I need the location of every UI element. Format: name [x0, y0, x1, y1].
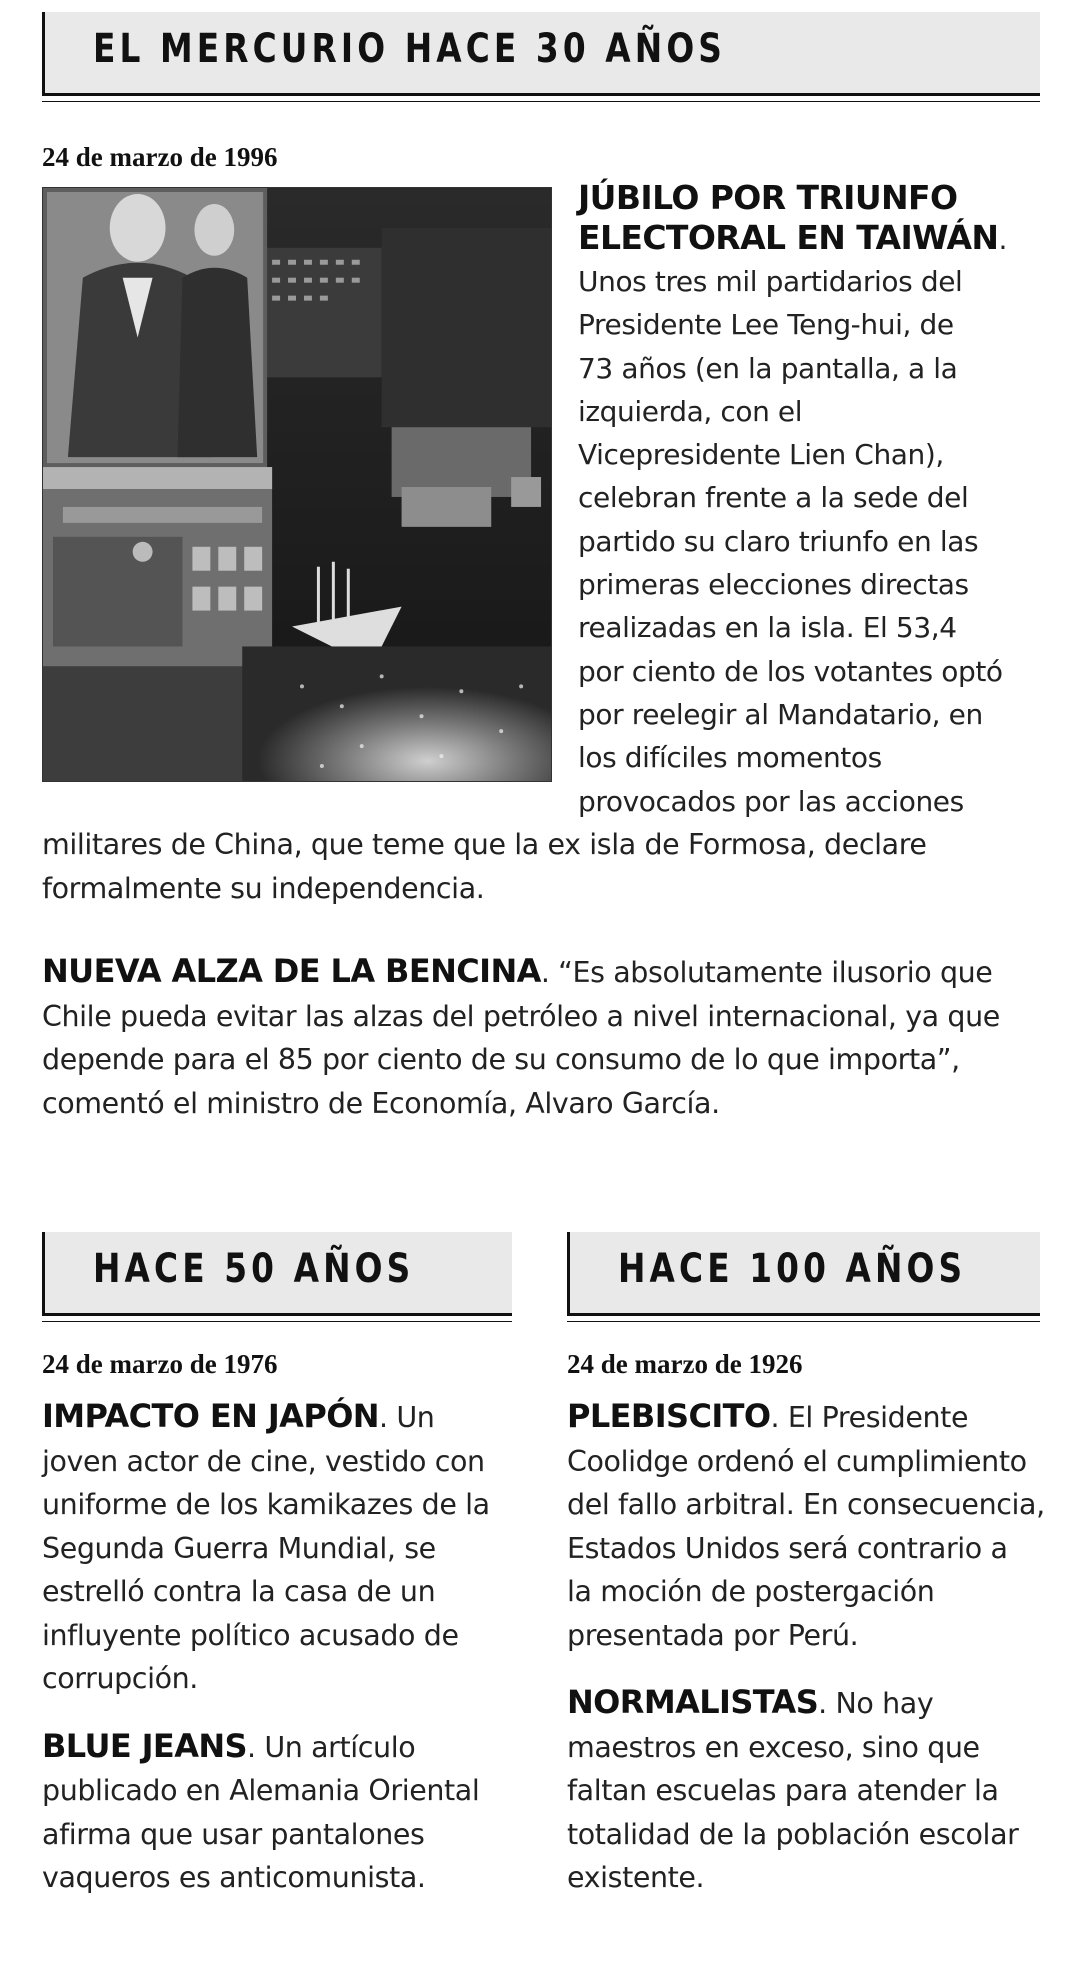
story-plebiscito-first-line-text: El Presidente: [779, 1401, 969, 1434]
text-line: comentó el ministro de Economía, Alvaro García.: [42, 1086, 720, 1120]
story-bencina-first-line-text: “Es absolutamente ilusorio que: [549, 956, 993, 989]
text-line: depende para el 85 por ciento de su consumo de lo que importa”,: [42, 1043, 960, 1076]
text-line: partido su claro triunfo en las: [578, 524, 979, 558]
text-line: influyente político acusado de: [42, 1618, 459, 1652]
story-taiwan-body: [578, 260, 1048, 823]
headline-plebiscito: PLEBISCITO: [567, 1397, 771, 1435]
spacer: [42, 1701, 542, 1725]
text-line: 73 años (en la pantalla, a la: [578, 351, 958, 385]
text-line: Segunda Guerra Mundial, se: [42, 1531, 436, 1565]
headline-taiwan-line2-wrap: [578, 218, 1048, 260]
story-plebiscito-first-line: [567, 1395, 1067, 1440]
story-japon-first-line-text: Un: [387, 1401, 435, 1434]
text-line: totalidad de la población escolar: [567, 1817, 1019, 1851]
text-line: Presidente Lee Teng-hui, de: [578, 308, 954, 342]
headline-bencina: NUEVA ALZA DE LA BENCINA: [42, 952, 541, 990]
story-japon-first-line: [42, 1395, 542, 1440]
text-line: por ciento de los votantes optó: [578, 654, 1003, 688]
text-line: presentada por Perú.: [567, 1618, 859, 1652]
header-hace-30: [42, 12, 1040, 96]
text-line: por reelegir al Mandatario, en: [578, 697, 983, 731]
text-line: la moción de postergación: [567, 1575, 935, 1608]
date-1926: 24 de marzo de 1926: [567, 1349, 803, 1379]
date-1976: 24 de marzo de 1976: [42, 1349, 278, 1379]
story-normalistas-first-line-text: No hay: [826, 1687, 934, 1720]
text-line: celebran frente a la sede del: [578, 481, 969, 515]
text-line: realizadas en la isla. El 53,4: [578, 611, 957, 645]
header-hace-50: [42, 1232, 512, 1316]
text-line: provocados por las acciones: [578, 784, 964, 818]
text-line: los difíciles momentos: [578, 741, 882, 775]
section-title-hace-100: HACE 100 AÑOS: [618, 1246, 967, 1292]
story-taiwan-wide-lines: [42, 823, 1042, 910]
headline-normalistas: NORMALISTAS: [567, 1683, 819, 1721]
headline-normalistas-period: .: [818, 1687, 827, 1720]
hace50-stories: [42, 1395, 542, 1900]
text-line: militares de China, que teme que la ex isla de Formosa, declare: [42, 828, 927, 861]
text-line: Unos tres mil partidarios del: [578, 265, 963, 298]
text-line: existente.: [567, 1861, 705, 1894]
text-line: publicado en Alemania Oriental: [42, 1774, 480, 1807]
story-taiwan-continuation: [42, 823, 1042, 910]
text-line: formalmente su independencia.: [42, 871, 485, 905]
text-line: corrupción.: [42, 1662, 198, 1695]
headline-taiwan-line1: JÚBILO POR TRIUNFO: [578, 178, 958, 217]
story-normalistas-body: [567, 1726, 1067, 1900]
text-line: del fallo arbitral. En consecuencia,: [567, 1488, 1045, 1521]
story-japon-body: [42, 1440, 542, 1701]
date-1996: 24 de marzo de 1996: [42, 142, 278, 172]
text-line: faltan escuelas para atender la: [567, 1774, 999, 1807]
headline-jeans: BLUE JEANS: [42, 1726, 247, 1765]
text-line: joven actor de cine, vestido con: [42, 1444, 485, 1478]
headline-jeans-period: .: [247, 1730, 256, 1764]
headline-bencina-period: .: [540, 956, 550, 989]
news-photo-taiwan-rally: [42, 187, 552, 782]
text-line: Vicepresidente Lien Chan),: [578, 438, 944, 472]
text-line: Coolidge ordenó el cumplimiento: [567, 1444, 1027, 1478]
story-plebiscito-body: [567, 1440, 1067, 1658]
headline-plebiscito-period: .: [770, 1401, 780, 1434]
story-bencina-body: [42, 995, 1052, 1126]
story-bencina: [42, 950, 1052, 1125]
text-line: vaqueros es anticomunista.: [42, 1861, 426, 1894]
story-jeans-first-line: [42, 1725, 542, 1770]
text-line: primeras elecciones directas: [578, 568, 969, 602]
headline-japon-period: .: [378, 1401, 388, 1434]
headline-taiwan-line2: ELECTORAL EN TAIWÁN: [578, 218, 999, 257]
spacer: [567, 1657, 1067, 1681]
section-title-hace-30: EL MERCURIO HACE 30 AÑOS: [93, 26, 727, 72]
story-normalistas-first-line: [567, 1681, 1067, 1726]
text-line: izquierda, con el: [578, 394, 803, 428]
text-line: uniforme de los kamikazes de la: [42, 1488, 490, 1521]
story-bencina-first-line: [42, 950, 1052, 995]
story-jeans-body: [42, 1769, 542, 1900]
text-line: Estados Unidos será contrario a: [567, 1531, 1008, 1565]
headline-japon: IMPACTO EN JAPÓN: [42, 1397, 379, 1435]
text-line: Chile pueda evitar las alzas del petróleo a nivel internacional, ya que: [42, 999, 1000, 1033]
header-hace-100: [567, 1232, 1040, 1316]
hace100-stories: [567, 1395, 1067, 1900]
text-line: estrelló contra la casa de un: [42, 1575, 436, 1608]
section-title-hace-50: HACE 50 AÑOS: [93, 1246, 415, 1292]
text-line: maestros en exceso, sino que: [567, 1730, 980, 1764]
story-taiwan-right-column: [578, 178, 1048, 823]
story-jeans-first-line-text: Un artículo: [255, 1730, 416, 1764]
text-line: afirma que usar pantalones: [42, 1817, 425, 1851]
headline-period: .: [998, 223, 1007, 256]
